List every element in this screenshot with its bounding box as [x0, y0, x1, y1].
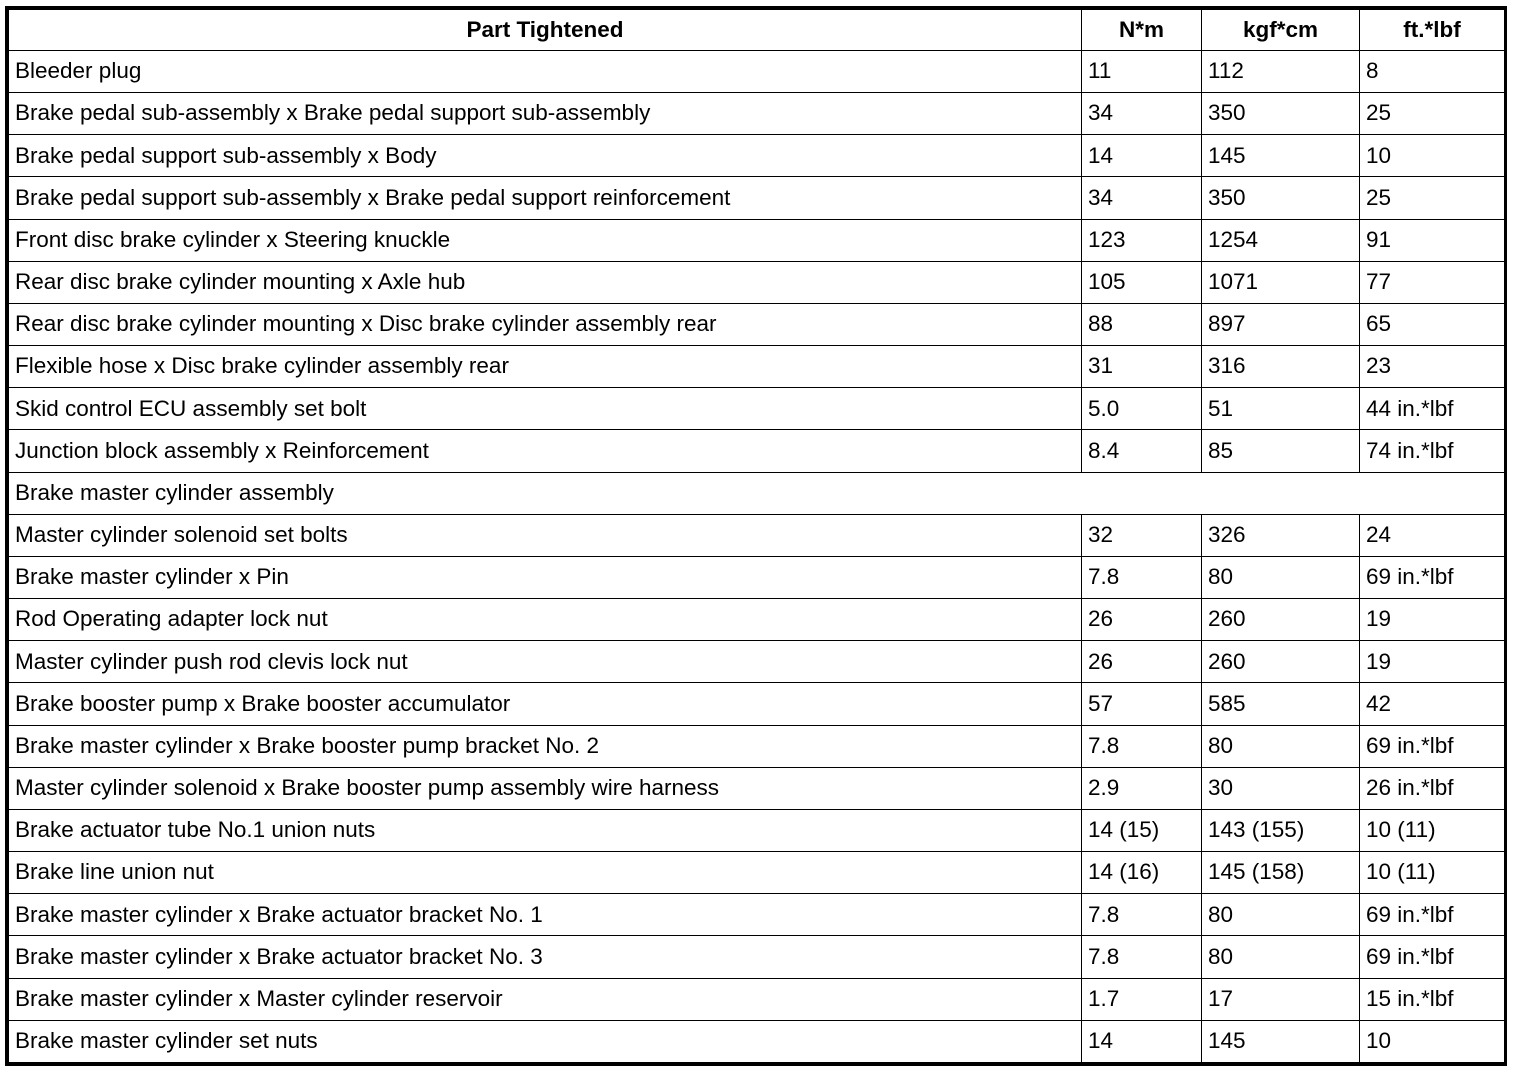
- cell-part-tightened: Master cylinder solenoid set bolts: [9, 514, 1082, 556]
- cell-part-tightened: Brake pedal support sub-assembly x Brake pedal support reinforcement: [9, 177, 1082, 219]
- cell-ft-lbf: 44 in.*lbf: [1360, 388, 1505, 430]
- cell-ft-lbf: 69 in.*lbf: [1360, 936, 1505, 978]
- cell-ft-lbf: 24: [1360, 514, 1505, 556]
- cell-newton-meter: 105: [1082, 261, 1202, 303]
- table-row: [9, 1020, 1505, 1062]
- cell-ft-lbf: 8: [1360, 51, 1505, 93]
- cell-newton-meter: 34: [1082, 177, 1202, 219]
- cell-newton-meter: 14: [1082, 1020, 1202, 1062]
- cell-newton-meter: 26: [1082, 641, 1202, 683]
- cell-newton-meter: 7.8: [1082, 894, 1202, 936]
- cell-ft-lbf: 74 in.*lbf: [1360, 430, 1505, 472]
- cell-newton-meter: 88: [1082, 303, 1202, 345]
- cell-newton-meter: 2.9: [1082, 767, 1202, 809]
- cell-kgf-cm: 1071: [1202, 261, 1360, 303]
- cell-kgf-cm: 80: [1202, 936, 1360, 978]
- table-row: [9, 261, 1505, 303]
- cell-part-tightened: Bleeder plug: [9, 51, 1082, 93]
- table-body: [9, 51, 1505, 473]
- table-row: [9, 978, 1505, 1020]
- table-row: [9, 683, 1505, 725]
- header-kgf-cm: kgf*cm: [1202, 10, 1360, 51]
- cell-newton-meter: 34: [1082, 93, 1202, 135]
- cell-newton-meter: 123: [1082, 219, 1202, 261]
- cell-part-tightened: Rear disc brake cylinder mounting x Disc brake cylinder assembly rear: [9, 303, 1082, 345]
- cell-part-tightened: Brake pedal sub-assembly x Brake pedal support sub-assembly: [9, 93, 1082, 135]
- table-row: [9, 599, 1505, 641]
- cell-ft-lbf: 77: [1360, 261, 1505, 303]
- cell-ft-lbf: 10 (11): [1360, 809, 1505, 851]
- cell-part-tightened: Brake actuator tube No.1 union nuts: [9, 809, 1082, 851]
- cell-part-tightened: Brake pedal support sub-assembly x Body: [9, 135, 1082, 177]
- cell-kgf-cm: 85: [1202, 430, 1360, 472]
- cell-newton-meter: 32: [1082, 514, 1202, 556]
- cell-ft-lbf: 65: [1360, 303, 1505, 345]
- cell-part-tightened: Front disc brake cylinder x Steering knuckle: [9, 219, 1082, 261]
- table-row: [9, 303, 1505, 345]
- table-row: [9, 51, 1505, 93]
- cell-kgf-cm: 51: [1202, 388, 1360, 430]
- cell-part-tightened: Brake line union nut: [9, 852, 1082, 894]
- table-row: [9, 177, 1505, 219]
- cell-ft-lbf: 19: [1360, 641, 1505, 683]
- cell-part-tightened: Master cylinder solenoid x Brake booster pump assembly wire harness: [9, 767, 1082, 809]
- table-row: [9, 809, 1505, 851]
- cell-part-tightened: Flexible hose x Disc brake cylinder assembly rear: [9, 346, 1082, 388]
- cell-kgf-cm: 260: [1202, 599, 1360, 641]
- cell-kgf-cm: 897: [1202, 303, 1360, 345]
- cell-part-tightened: Brake master cylinder set nuts: [9, 1020, 1082, 1062]
- cell-part-tightened: Skid control ECU assembly set bolt: [9, 388, 1082, 430]
- cell-kgf-cm: 145: [1202, 135, 1360, 177]
- cell-kgf-cm: 145: [1202, 1020, 1360, 1062]
- cell-part-tightened: Rear disc brake cylinder mounting x Axle hub: [9, 261, 1082, 303]
- table-row: [9, 388, 1505, 430]
- cell-part-tightened: Brake master cylinder x Brake actuator bracket No. 3: [9, 936, 1082, 978]
- cell-newton-meter: 11: [1082, 51, 1202, 93]
- cell-newton-meter: 31: [1082, 346, 1202, 388]
- table-row: [9, 514, 1505, 556]
- cell-newton-meter: 5.0: [1082, 388, 1202, 430]
- cell-ft-lbf: 15 in.*lbf: [1360, 978, 1505, 1020]
- cell-ft-lbf: 23: [1360, 346, 1505, 388]
- cell-kgf-cm: 316: [1202, 346, 1360, 388]
- cell-part-tightened: Junction block assembly x Reinforcement: [9, 430, 1082, 472]
- cell-ft-lbf: 26 in.*lbf: [1360, 767, 1505, 809]
- cell-ft-lbf: 10 (11): [1360, 852, 1505, 894]
- header-row: [9, 10, 1505, 51]
- cell-newton-meter: 7.8: [1082, 725, 1202, 767]
- cell-kgf-cm: 80: [1202, 725, 1360, 767]
- cell-kgf-cm: 585: [1202, 683, 1360, 725]
- cell-part-tightened: Brake master cylinder x Brake booster pump bracket No. 2: [9, 725, 1082, 767]
- cell-kgf-cm: 17: [1202, 978, 1360, 1020]
- cell-newton-meter: 1.7: [1082, 978, 1202, 1020]
- cell-kgf-cm: 143 (155): [1202, 809, 1360, 851]
- cell-part-tightened: Rod Operating adapter lock nut: [9, 599, 1082, 641]
- cell-ft-lbf: 10: [1360, 1020, 1505, 1062]
- table-row: [9, 767, 1505, 809]
- table-row: [9, 936, 1505, 978]
- table-row: [9, 135, 1505, 177]
- cell-part-tightened: Brake master cylinder x Pin: [9, 556, 1082, 598]
- cell-part-tightened: Brake master cylinder x Brake actuator bracket No. 1: [9, 894, 1082, 936]
- section-heading-body: [9, 472, 1505, 514]
- section-heading: Brake master cylinder assembly: [9, 472, 1505, 514]
- cell-kgf-cm: 112: [1202, 51, 1360, 93]
- cell-ft-lbf: 91: [1360, 219, 1505, 261]
- cell-newton-meter: 57: [1082, 683, 1202, 725]
- cell-kgf-cm: 350: [1202, 93, 1360, 135]
- cell-ft-lbf: 69 in.*lbf: [1360, 894, 1505, 936]
- table-row: [9, 93, 1505, 135]
- cell-ft-lbf: 19: [1360, 599, 1505, 641]
- cell-part-tightened: Brake booster pump x Brake booster accumulator: [9, 683, 1082, 725]
- cell-part-tightened: Master cylinder push rod clevis lock nut: [9, 641, 1082, 683]
- torque-spec-table-frame: [5, 6, 1507, 1066]
- cell-kgf-cm: 80: [1202, 556, 1360, 598]
- cell-newton-meter: 26: [1082, 599, 1202, 641]
- cell-kgf-cm: 30: [1202, 767, 1360, 809]
- cell-ft-lbf: 69 in.*lbf: [1360, 556, 1505, 598]
- table-row: [9, 641, 1505, 683]
- cell-newton-meter: 8.4: [1082, 430, 1202, 472]
- section-heading-row: [9, 472, 1505, 514]
- cell-kgf-cm: 145 (158): [1202, 852, 1360, 894]
- cell-newton-meter: 14 (16): [1082, 852, 1202, 894]
- table-row: [9, 430, 1505, 472]
- cell-newton-meter: 14: [1082, 135, 1202, 177]
- section-table-body: [9, 514, 1505, 1062]
- cell-ft-lbf: 25: [1360, 93, 1505, 135]
- table-row: [9, 346, 1505, 388]
- cell-kgf-cm: 260: [1202, 641, 1360, 683]
- cell-kgf-cm: 350: [1202, 177, 1360, 219]
- header-newton-meter: N*m: [1082, 10, 1202, 51]
- cell-ft-lbf: 42: [1360, 683, 1505, 725]
- table-row: [9, 219, 1505, 261]
- cell-ft-lbf: 25: [1360, 177, 1505, 219]
- torque-spec-table: [8, 9, 1505, 1063]
- cell-kgf-cm: 326: [1202, 514, 1360, 556]
- table-row: [9, 894, 1505, 936]
- cell-newton-meter: 7.8: [1082, 556, 1202, 598]
- cell-kgf-cm: 1254: [1202, 219, 1360, 261]
- table-row: [9, 725, 1505, 767]
- header-ft-lbf: ft.*lbf: [1360, 10, 1505, 51]
- table-row: [9, 852, 1505, 894]
- cell-newton-meter: 7.8: [1082, 936, 1202, 978]
- header-part-tightened: Part Tightened: [9, 10, 1082, 51]
- table-row: [9, 556, 1505, 598]
- cell-ft-lbf: 69 in.*lbf: [1360, 725, 1505, 767]
- cell-kgf-cm: 80: [1202, 894, 1360, 936]
- cell-newton-meter: 14 (15): [1082, 809, 1202, 851]
- cell-part-tightened: Brake master cylinder x Master cylinder reservoir: [9, 978, 1082, 1020]
- cell-ft-lbf: 10: [1360, 135, 1505, 177]
